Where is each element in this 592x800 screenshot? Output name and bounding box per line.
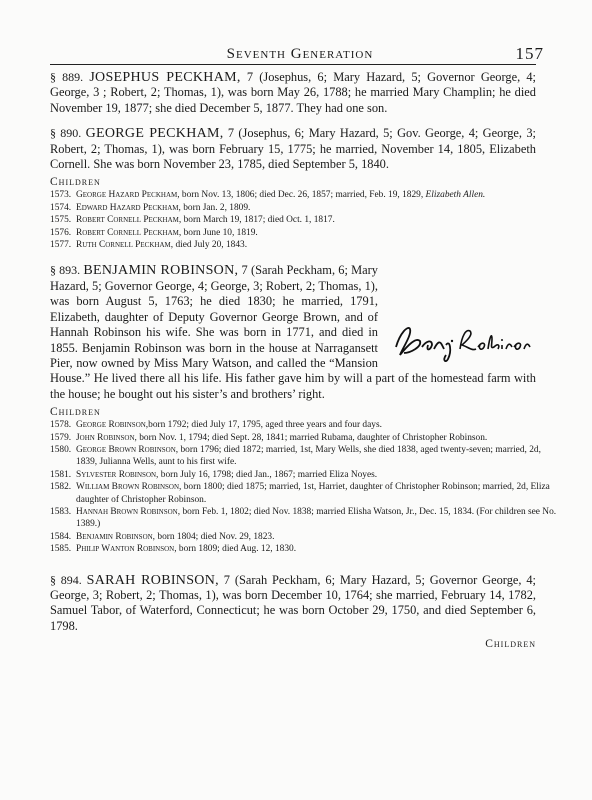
running-header <box>50 40 550 62</box>
child-number: 1579. <box>50 432 72 443</box>
child-number: 1585. <box>50 544 72 555</box>
child-name: William Brown Robinson, <box>76 482 182 493</box>
entry-number: § 894. <box>50 572 82 587</box>
child-number: 1578. <box>50 420 72 431</box>
list-item <box>50 419 562 431</box>
entry-893 <box>50 263 536 402</box>
entry-text: 7 (Josephus, 6; Mary Hazard, 5; Governor George, 4; George, 3 ; Robert, 2; Thomas, 1), was born May 26, 1788; he married Mary Champlin; he died November 19, 1877; she died December 5, 1877. They had one son. <box>50 70 537 115</box>
list-item <box>50 227 562 239</box>
entry-889 <box>50 70 536 116</box>
page-number: 157 <box>515 44 544 63</box>
child-number: 1575. <box>50 215 72 226</box>
child-text: born Nov. 13, 1806; died Dec. 26, 1857; married, Feb. 19, 1829, <box>179 190 426 201</box>
entry-number: § 889. <box>50 70 84 84</box>
signature-image <box>386 315 536 365</box>
child-name: Benjamin Robinson, <box>76 531 156 542</box>
child-text: born 1804; died Nov. 29, 1823. <box>155 531 275 542</box>
child-number: 1582. <box>50 482 72 493</box>
children-heading: Children <box>485 638 536 651</box>
list-item <box>50 432 562 444</box>
child-text: born June 10, 1819. <box>181 227 258 238</box>
child-name: Hannah Brown Robinson, <box>76 506 181 517</box>
child-name: Robert Cornell Peckham, <box>76 227 182 238</box>
entry-text: 7 (Josephus, 6; Mary Hazard, 5; Gov. George, 4; George, 3; Robert, 2; Thomas, 1), was born February 15, 1775; he married, November 14, 1805, Elizabeth Cornell. She was born November 23, 1785, died September 5, 1840. <box>50 126 536 172</box>
entry-890 <box>50 126 536 172</box>
page <box>50 40 557 651</box>
child-number: 1583. <box>50 506 72 517</box>
child-number: 1576. <box>50 227 72 238</box>
child-text: born Jan. 2, 1809. <box>180 202 251 213</box>
children-list-893 <box>50 419 557 555</box>
child-name: Ruth Cornell Peckham, <box>76 240 174 251</box>
list-item <box>50 444 562 469</box>
list-item <box>50 189 562 201</box>
child-spouse: Elizabeth Allen. <box>425 190 486 201</box>
list-item <box>50 469 562 481</box>
child-name: George Robinson, <box>76 420 149 431</box>
entry-name: BENJAMIN ROBINSON, <box>83 263 239 279</box>
child-text: born 1809; died Aug. 12, 1830. <box>176 544 297 555</box>
child-text: born Feb. 1, 1802; died Nov. 1838; married Elisha Watson, Jr., Dec. 15, 1834. (For children see No. 1389.) <box>76 506 557 530</box>
child-text: died July 20, 1843. <box>173 240 248 251</box>
list-item <box>50 214 562 226</box>
child-number: 1584. <box>50 531 72 542</box>
child-name: Robert Cornell Peckham, <box>76 215 182 226</box>
child-number: 1573. <box>50 190 72 201</box>
entry-name: GEORGE PECKHAM, <box>85 126 224 142</box>
child-number: 1581. <box>50 469 72 480</box>
header-title: Seventh Generation <box>226 46 374 62</box>
child-name: George Hazard Peckham, <box>76 190 180 201</box>
child-text: born 1792; died July 17, 1795, aged three years and four days. <box>148 420 382 431</box>
child-text: born Nov. 1, 1794; died Sept. 28, 1841; married Rubama, daughter of Christopher Robinson. <box>136 432 488 443</box>
child-text: born July 16, 1798; died Jan., 1867; married Eliza Noyes. <box>158 469 378 480</box>
child-name: George Brown Robinson, <box>76 444 179 455</box>
child-name: Sylvester Robinson, <box>76 469 159 480</box>
list-item <box>50 481 562 506</box>
entry-name: JOSEPHUS PECKHAM, <box>89 70 241 85</box>
header-rule <box>50 64 536 65</box>
entry-text: 7 (Sarah Peckham, 6; Mary Hazard, 5; Governor George, 4; George, 3; Robert, 2; Thomas, 1), was born December 10, 1764; she married, February 14, 1782, Samuel Tabor, of Waterford, Connecticut; he was born October 29, 1750, and died September 6, 1798. <box>50 572 536 633</box>
child-name: Edward Hazard Peckham, <box>76 202 181 213</box>
entry-number: § 893. <box>50 263 81 278</box>
children-heading: Children <box>50 406 101 419</box>
child-number: 1577. <box>50 240 72 251</box>
child-name: John Robinson, <box>76 432 137 443</box>
child-text: born 1796; died 1872; married, 1st, Mary Wells, she died 1838, aged twenty-seven; married, 2d, 1839, Julianna Wells, aunt to his first wife. <box>76 444 541 468</box>
list-item <box>50 543 562 555</box>
list-item <box>50 202 562 214</box>
entry-893-wrapper <box>50 263 550 402</box>
child-name: Philip Wanton Robinson, <box>76 544 177 555</box>
child-text: born 1800; died 1875; married, 1st, Harriet, daughter of Christopher Robinson; married, 2d, Eliza daughter of Christopher Robinson. <box>76 482 550 505</box>
entry-text: 7 (Sarah Peckham, 6; Mary Hazard, 5; Governor George, 4; George, 3; Robert, 2; Thomas, 1), was born August 5, 1763; he died 1830; he married, 1791, Elizabeth, daughter of Deputy Governor George Brown, and of Hannah Robinson his wife. She was born in 1771, and died in 1855. Benjamin Robinson was born in the house at Narragansett Pier, now owned by Miss Mary Watson, and called the “Mansion House.” He lived there all his life. His father gave him by will a part of the homestead farm with the house; he bought out his sister’s and brothers’ right. <box>50 263 536 401</box>
children-heading: Children <box>50 176 101 189</box>
children-list-890 <box>50 189 550 251</box>
child-text: born March 19, 1817; died Oct. 1, 1817. <box>181 215 335 226</box>
list-item <box>50 506 562 531</box>
entry-894 <box>50 573 536 635</box>
child-number: 1574. <box>50 202 72 213</box>
list-item <box>50 531 562 543</box>
entry-name: SARAH ROBINSON, <box>86 572 219 588</box>
entry-number: § 890. <box>50 126 82 141</box>
child-number: 1580. <box>50 444 72 455</box>
list-item <box>50 239 562 251</box>
